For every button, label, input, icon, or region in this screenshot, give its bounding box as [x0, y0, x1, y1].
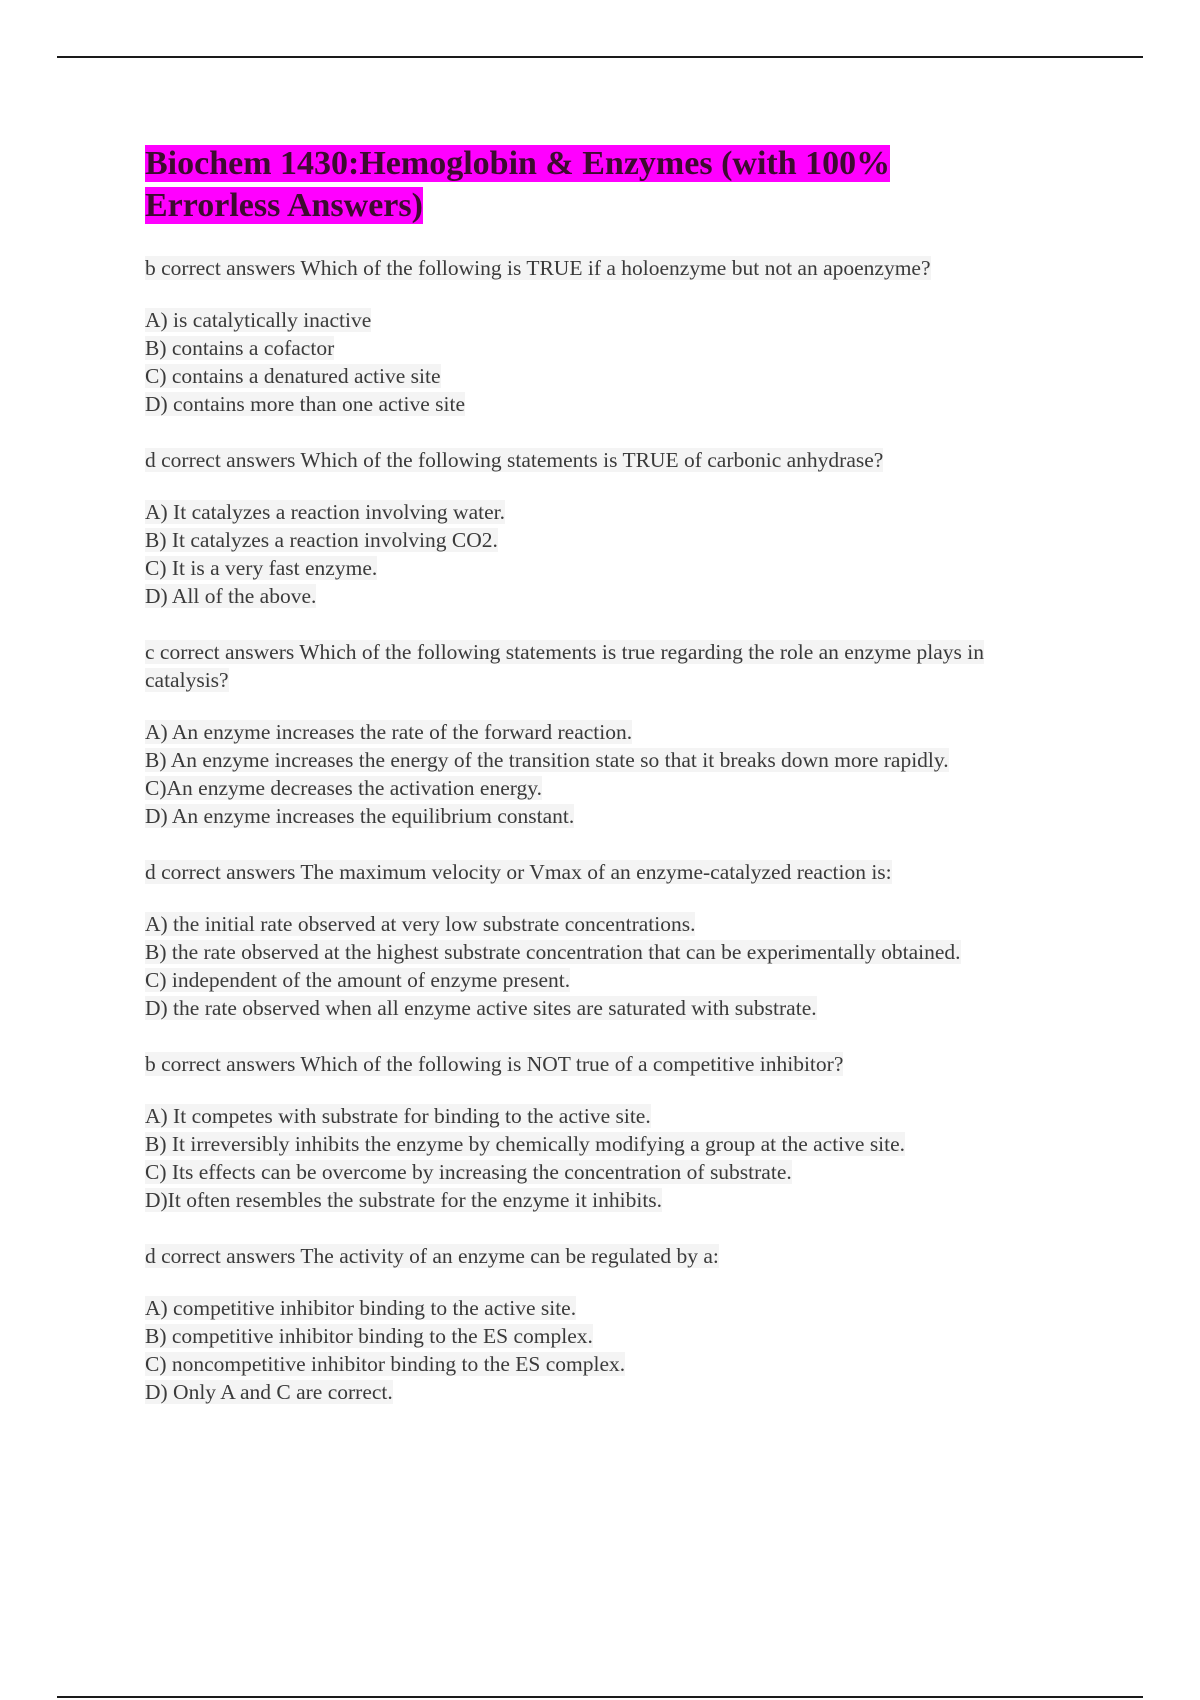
option-b: B) contains a cofactor: [145, 336, 335, 360]
option-a: A) competitive inhibitor binding to the active site.: [145, 1296, 577, 1320]
option-b: B) It catalyzes a reaction involving CO2.: [145, 528, 498, 552]
option-c: C)An enzyme decreases the activation energy.: [145, 776, 542, 800]
option-c: C) noncompetitive inhibitor binding to the ES complex.: [145, 1352, 626, 1376]
question-3: [145, 638, 1085, 830]
title-part-1: Biochem 1430:: [145, 145, 360, 182]
option-a: A) It catalyzes a reaction involving water.: [145, 500, 505, 524]
option-d: D) An enzyme increases the equilibrium constant.: [145, 804, 575, 828]
option-a: A) It competes with substrate for binding to the active site.: [145, 1104, 651, 1128]
question-4: [145, 858, 1085, 1022]
option-b: B) An enzyme increases the energy of the transition state so that it breaks down more rapidly.: [145, 748, 949, 772]
option-d: D) All of the above.: [145, 584, 317, 608]
question-1: [145, 254, 1085, 418]
answer-options: [145, 910, 985, 1022]
question-text: b correct answers Which of the following is TRUE if a holoenzyme but not an apoenzyme?: [145, 256, 931, 280]
answer-options: [145, 1102, 1085, 1214]
document-body: [145, 143, 1085, 1434]
answer-options: [145, 498, 1085, 610]
option-d: D) Only A and C are correct.: [145, 1380, 393, 1404]
title-part-4: Errorless Answers): [145, 187, 423, 224]
header-rule: [57, 56, 1143, 58]
option-c: C) independent of the amount of enzyme present.: [145, 968, 571, 992]
option-b: B) the rate observed at the highest substrate concentration that can be experimentally obtained.: [145, 940, 961, 964]
question-2: [145, 446, 1085, 610]
option-b: B) competitive inhibitor binding to the ES complex.: [145, 1324, 593, 1348]
footer-rule: [57, 1696, 1143, 1698]
question-text: d correct answers The activity of an enzyme can be regulated by a:: [145, 1244, 719, 1268]
option-d: D)It often resembles the substrate for the enzyme it inhibits.: [145, 1188, 663, 1212]
question-text: c correct answers Which of the following statements is true regarding the role an enzyme plays in catalysis?: [145, 640, 985, 692]
question-text: d correct answers Which of the following statements is TRUE of carbonic anhydrase?: [145, 448, 884, 472]
option-d: D) contains more than one active site: [145, 392, 466, 416]
answer-options: [145, 1294, 1085, 1406]
option-c: C) Its effects can be overcome by increasing the concentration of substrate.: [145, 1160, 792, 1184]
option-b: B) It irreversibly inhibits the enzyme by chemically modifying a group at the active site.: [145, 1132, 906, 1156]
document-title: [145, 143, 965, 227]
answer-options: [145, 718, 1085, 830]
question-6: [145, 1242, 1085, 1406]
option-c: C) contains a denatured active site: [145, 364, 441, 388]
question-text: b correct answers Which of the following is NOT true of a competitive inhibitor?: [145, 1052, 844, 1076]
option-a: A) An enzyme increases the rate of the forward reaction.: [145, 720, 633, 744]
option-a: A) the initial rate observed at very low substrate concentrations.: [145, 912, 696, 936]
option-c: C) It is a very fast enzyme.: [145, 556, 378, 580]
answer-options: [145, 306, 1085, 418]
option-a: A) is catalytically inactive: [145, 308, 372, 332]
title-part-3: (with 100%: [712, 145, 891, 182]
question-5: [145, 1050, 1085, 1214]
title-part-2: Hemoglobin & Enzymes: [359, 145, 713, 182]
question-text: d correct answers The maximum velocity or Vmax of an enzyme-catalyzed reaction is:: [145, 860, 892, 884]
option-d: D) the rate observed when all enzyme active sites are saturated with substrate.: [145, 996, 817, 1020]
